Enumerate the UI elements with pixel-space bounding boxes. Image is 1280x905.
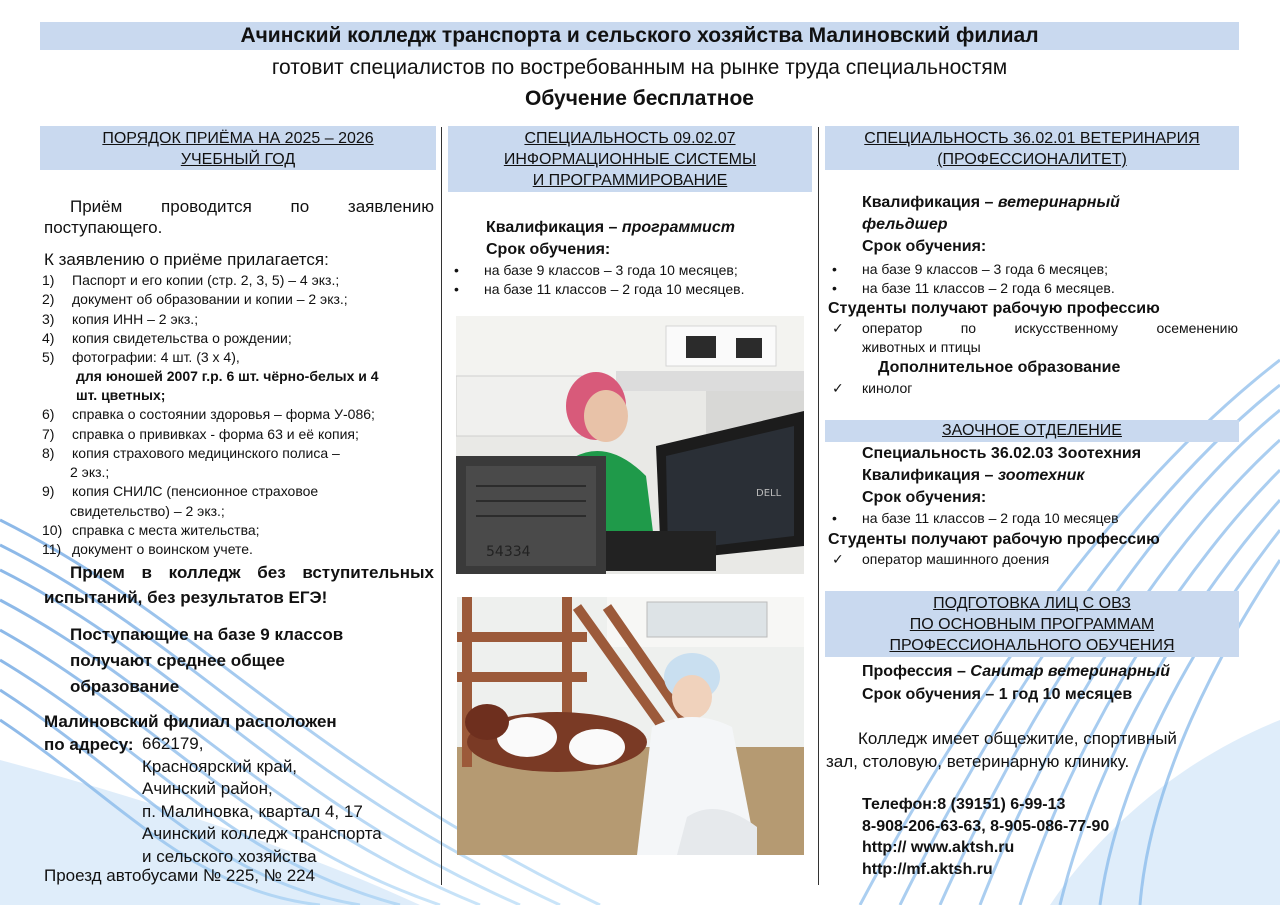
zoo-term-item bbox=[826, 509, 1119, 528]
computer-class-illustration bbox=[456, 316, 804, 574]
vet-heading-line2: (ПРОФЕССИОНАЛИТЕТ) bbox=[937, 151, 1127, 168]
column-divider-left bbox=[441, 127, 442, 885]
dell-logo: DELL bbox=[756, 488, 782, 499]
admission-intro bbox=[44, 196, 434, 238]
it-specialty-heading bbox=[448, 126, 812, 192]
doc-text: справка с места жительства; bbox=[72, 521, 260, 538]
doc-number: 6) bbox=[42, 406, 55, 423]
extra-education-title: Дополнительное образование bbox=[878, 359, 1121, 376]
admission-heading bbox=[40, 126, 436, 170]
bus-routes: Проезд автобусами № 225, № 224 bbox=[44, 866, 316, 885]
documents-list bbox=[42, 271, 438, 559]
base9-line2: получают среднее общее bbox=[70, 651, 285, 670]
address-line: Красноярский край, bbox=[142, 756, 298, 776]
address-line: и сельского хозяйства bbox=[142, 846, 317, 866]
vet-heading-line1: СПЕЦИАЛЬНОСТЬ 36.02.01 ВЕТЕРИНАРИЯ bbox=[864, 130, 1200, 147]
bullet-icon: • bbox=[832, 510, 837, 526]
vet-profession-line2: животных и птицы bbox=[862, 339, 981, 355]
term-item bbox=[448, 261, 813, 280]
doc-number: 11) bbox=[42, 540, 62, 557]
it-terms-list bbox=[448, 261, 813, 299]
column-divider-right bbox=[818, 127, 819, 885]
mobile-numbers[interactable]: 8-908-206-63-63, 8-905-086-77-90 bbox=[862, 817, 1110, 835]
doc-number: 5) bbox=[42, 349, 55, 366]
doc-number: 3) bbox=[42, 310, 55, 327]
vet-qualification bbox=[862, 192, 1232, 258]
college-title: Ачинский колледж транспорта и сельского хозяйства Малиновский филиал bbox=[40, 22, 1239, 50]
bullet-icon: • bbox=[454, 262, 459, 278]
free-education-label: Обучение бесплатное bbox=[525, 87, 754, 110]
bullet-icon: • bbox=[454, 281, 459, 297]
no-exams-line1: Прием в колледж без вступительных bbox=[70, 563, 434, 582]
intro-line1: Приём проводится по заявлению bbox=[70, 197, 434, 216]
document-item bbox=[42, 521, 438, 540]
it-qualification bbox=[486, 217, 806, 260]
zoo-qual-label: Квалификация – bbox=[862, 467, 994, 484]
check-icon: ✓ bbox=[832, 320, 844, 336]
it-term-label: Срок обучения: bbox=[486, 241, 611, 258]
photo-note-line1: для юношей 2007 г.р. 6 шт. чёрно-белых и 4 bbox=[76, 368, 379, 385]
doc-number: 7) bbox=[42, 425, 55, 442]
ovz-prof-value: Санитар ветеринарный bbox=[970, 663, 1170, 680]
doc-text: копия ИНН – 2 экз.; bbox=[72, 310, 199, 327]
term-item bbox=[826, 279, 1238, 298]
base9-line3: образование bbox=[70, 677, 180, 696]
facilities-note bbox=[826, 727, 1238, 773]
doc-text: справка о состоянии здоровья – форма У-086; bbox=[72, 406, 375, 423]
veterinary-calf-photo bbox=[457, 597, 804, 855]
doc-number: 4) bbox=[42, 329, 55, 346]
vet-qual-value-line1: ветеринарный bbox=[997, 194, 1120, 211]
vet-profession-line1: оператор по искусственному осеменению bbox=[862, 320, 1238, 336]
vet-qual-value-line2: фельдшер bbox=[862, 216, 948, 233]
college-subtitle: готовит специалистов по востребованным на рынке труда специальностям bbox=[271, 56, 1008, 79]
doc-number: 8) bbox=[42, 445, 55, 462]
zoo-specialty: Специальность 36.02.03 Зоотехния bbox=[862, 445, 1142, 462]
ovz-heading-line2: ПО ОСНОВНЫМ ПРОГРАММАМ bbox=[909, 616, 1155, 633]
facilities-line1: Колледж имеет общежитие, спортивный bbox=[858, 729, 1177, 748]
vet-profession bbox=[826, 319, 1238, 357]
vet-terms-list bbox=[826, 260, 1238, 298]
doc-number: 1) bbox=[42, 272, 55, 288]
admission-heading-line1: ПОРЯДОК ПРИЁМА НА 2025 – 2026 bbox=[102, 130, 374, 147]
bullet-icon: • bbox=[832, 261, 837, 277]
ovz-term: Срок обучения – 1 год 10 месяцев bbox=[862, 686, 1133, 703]
term-text: на базе 11 классов – 2 года 10 месяцев. bbox=[484, 281, 745, 297]
document-item bbox=[42, 540, 438, 559]
vet-specialty-heading bbox=[825, 126, 1239, 170]
address-line: п. Малиновка, квартал 4, 17 bbox=[142, 801, 363, 821]
term-item bbox=[826, 260, 1238, 279]
ovz-prof-label: Профессия – bbox=[862, 663, 966, 680]
pc-label: 54334 bbox=[486, 544, 531, 560]
ovz-heading-line3: ПРОФЕССИОНАЛЬНОГО ОБУЧЕНИЯ bbox=[889, 637, 1175, 654]
address-label: по адресу: bbox=[44, 735, 134, 754]
zoo-profession-item bbox=[826, 550, 1049, 569]
term-text: на базе 9 классов – 3 года 6 месяцев; bbox=[862, 261, 1108, 277]
address-lines bbox=[142, 733, 382, 868]
facilities-line2: зал, столовую, ветеринарную клинику. bbox=[826, 752, 1130, 771]
it-heading-line3: И ПРОГРАММИРОВАНИЕ bbox=[532, 172, 728, 189]
doc-text: Паспорт и его копии (стр. 2, 3, 5) – 4 экз.; bbox=[72, 272, 340, 288]
check-icon: ✓ bbox=[832, 380, 844, 396]
address-line: Ачинский район, bbox=[142, 779, 273, 798]
document-item bbox=[42, 310, 438, 329]
website-link-branch[interactable]: http://mf.aktsh.ru bbox=[862, 860, 993, 878]
calf-illustration bbox=[457, 597, 804, 855]
doc-text: справка о прививках - форма 63 и её копия; bbox=[72, 425, 359, 442]
doc-text: фотографии: 4 шт. (3 х 4), bbox=[72, 349, 240, 366]
intro-line2: поступающего. bbox=[44, 218, 163, 237]
term-text: на базе 11 классов – 2 года 6 месяцев. bbox=[862, 280, 1115, 296]
no-exams-note bbox=[44, 560, 434, 610]
it-heading-line1: СПЕЦИАЛЬНОСТЬ 09.02.07 bbox=[524, 130, 736, 147]
doc-number: 9) bbox=[42, 483, 55, 500]
phone-number[interactable]: Телефон:8 (39151) 6-99-13 bbox=[862, 796, 1066, 813]
address-line: 662179, bbox=[142, 734, 204, 753]
document-item bbox=[42, 405, 438, 424]
it-heading-line2: ИНФОРМАЦИОННЫЕ СИСТЕМЫ bbox=[503, 151, 757, 168]
correspondence-heading bbox=[825, 420, 1239, 442]
zoo-profession-text: оператор машинного доения bbox=[862, 551, 1050, 567]
vet-term-label: Срок обучения: bbox=[862, 238, 987, 255]
document-item bbox=[42, 348, 438, 367]
vet-qual-label: Квалификация – bbox=[862, 194, 994, 211]
correspondence-block bbox=[862, 443, 1232, 509]
it-qual-label: Квалификация – bbox=[486, 219, 618, 236]
no-exams-line2: испытаний, без результатов ЕГЭ! bbox=[44, 588, 328, 607]
doc-text: копия СНИЛС (пенсионное страховое bbox=[72, 483, 319, 500]
document-item bbox=[42, 290, 438, 309]
zoo-qual-value: зоотехник bbox=[997, 467, 1085, 484]
base9-note bbox=[70, 622, 430, 700]
it-qual-value: программист bbox=[621, 219, 735, 236]
website-link-main[interactable]: http:// www.aktsh.ru bbox=[862, 839, 1015, 856]
bullet-icon: • bbox=[832, 280, 837, 296]
doc9-continuation: свидетельство) – 2 экз.; bbox=[70, 502, 225, 519]
extra-education-item bbox=[826, 379, 912, 398]
document-item bbox=[42, 425, 438, 444]
doc-number: 10) bbox=[42, 521, 63, 538]
doc8-continuation: 2 экз.; bbox=[70, 464, 110, 481]
ovz-heading bbox=[825, 591, 1239, 657]
contacts-block bbox=[862, 794, 1237, 880]
doc-text: копия свидетельства о рождении; bbox=[72, 329, 292, 346]
photo-note-line2: шт. цветных; bbox=[76, 387, 166, 404]
term-text: на базе 9 классов – 3 года 10 месяцев; bbox=[484, 262, 738, 278]
ovz-block bbox=[862, 660, 1237, 706]
ovz-heading-line1: ПОДГОТОВКА ЛИЦ С ОВЗ bbox=[933, 595, 1131, 612]
doc-number: 2) bbox=[42, 291, 55, 308]
address-line: Ачинский колледж транспорта bbox=[142, 824, 382, 843]
zoo-profession-title: Студенты получают рабочую профессию bbox=[828, 531, 1160, 548]
document-item bbox=[42, 329, 438, 348]
correspondence-heading-text: ЗАОЧНОЕ ОТДЕЛЕНИЕ bbox=[942, 422, 1122, 439]
document-item bbox=[42, 482, 438, 501]
computer-class-photo bbox=[456, 316, 804, 574]
doc-text: копия страхового медицинского полиса – bbox=[72, 445, 340, 462]
extra-education-text: кинолог bbox=[862, 380, 913, 396]
base9-line1: Поступающие на базе 9 классов bbox=[70, 625, 344, 644]
check-icon: ✓ bbox=[832, 551, 844, 567]
document-item bbox=[42, 271, 438, 290]
document-item bbox=[42, 444, 438, 463]
address-intro: Малиновский филиал расположен bbox=[44, 712, 337, 731]
zoo-term-text: на базе 11 классов – 2 года 10 месяцев bbox=[862, 510, 1119, 526]
doc-text: документ об образовании и копии – 2 экз.; bbox=[72, 291, 348, 308]
address-block bbox=[44, 710, 440, 887]
doc-text: документ о воинском учете. bbox=[72, 540, 253, 557]
vet-profession-title: Студенты получают рабочую профессию bbox=[828, 300, 1160, 317]
term-item bbox=[448, 280, 813, 299]
docs-title: К заявлению о приёме прилагается: bbox=[44, 250, 329, 269]
admission-heading-line2: УЧЕБНЫЙ ГОД bbox=[180, 151, 296, 168]
zoo-term-label: Срок обучения: bbox=[862, 489, 987, 506]
